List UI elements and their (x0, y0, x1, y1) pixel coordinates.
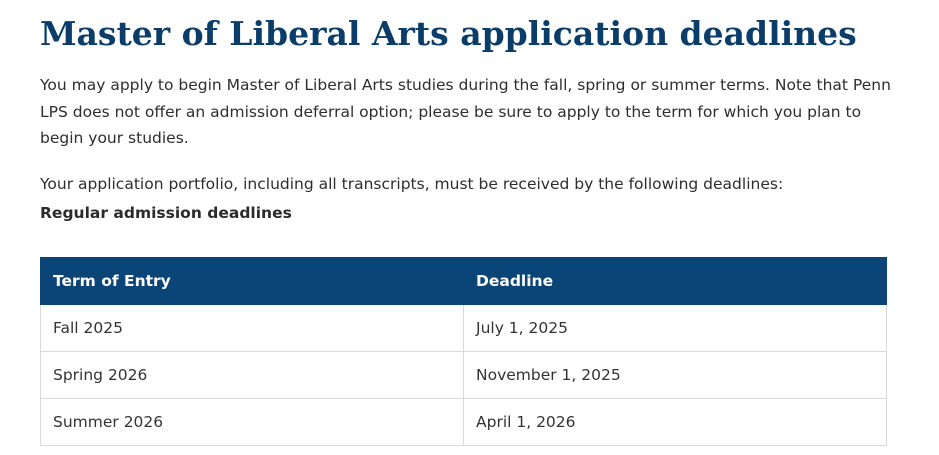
deadline-header: Deadline (464, 258, 887, 305)
term-cell: Spring 2026 (41, 352, 464, 399)
deadline-cell: July 1, 2025 (464, 305, 887, 352)
table-row (41, 352, 887, 399)
deadline-cell: April 1, 2026 (464, 399, 887, 446)
deadlines-table (40, 257, 887, 446)
table-header-row (41, 258, 887, 305)
intro-paragraph: You may apply to begin Master of Liberal Arts studies during the fall, spring or summer terms. Note that Penn LPS does not offer an admission deferral option; please be sure to apply to the term for which you plan to begin your studies. (40, 76, 891, 147)
page-title: Master of Liberal Arts application deadlines (40, 14, 857, 53)
table-row (41, 399, 887, 446)
portfolio-paragraph: Your application portfolio, including all transcripts, must be received by the following deadlines: (40, 175, 784, 193)
table-row (41, 305, 887, 352)
regular-admission-heading: Regular admission deadlines (40, 204, 292, 222)
term-of-entry-header: Term of Entry (41, 258, 464, 305)
deadline-cell: November 1, 2025 (464, 352, 887, 399)
term-cell: Summer 2026 (41, 399, 464, 446)
term-cell: Fall 2025 (41, 305, 464, 352)
